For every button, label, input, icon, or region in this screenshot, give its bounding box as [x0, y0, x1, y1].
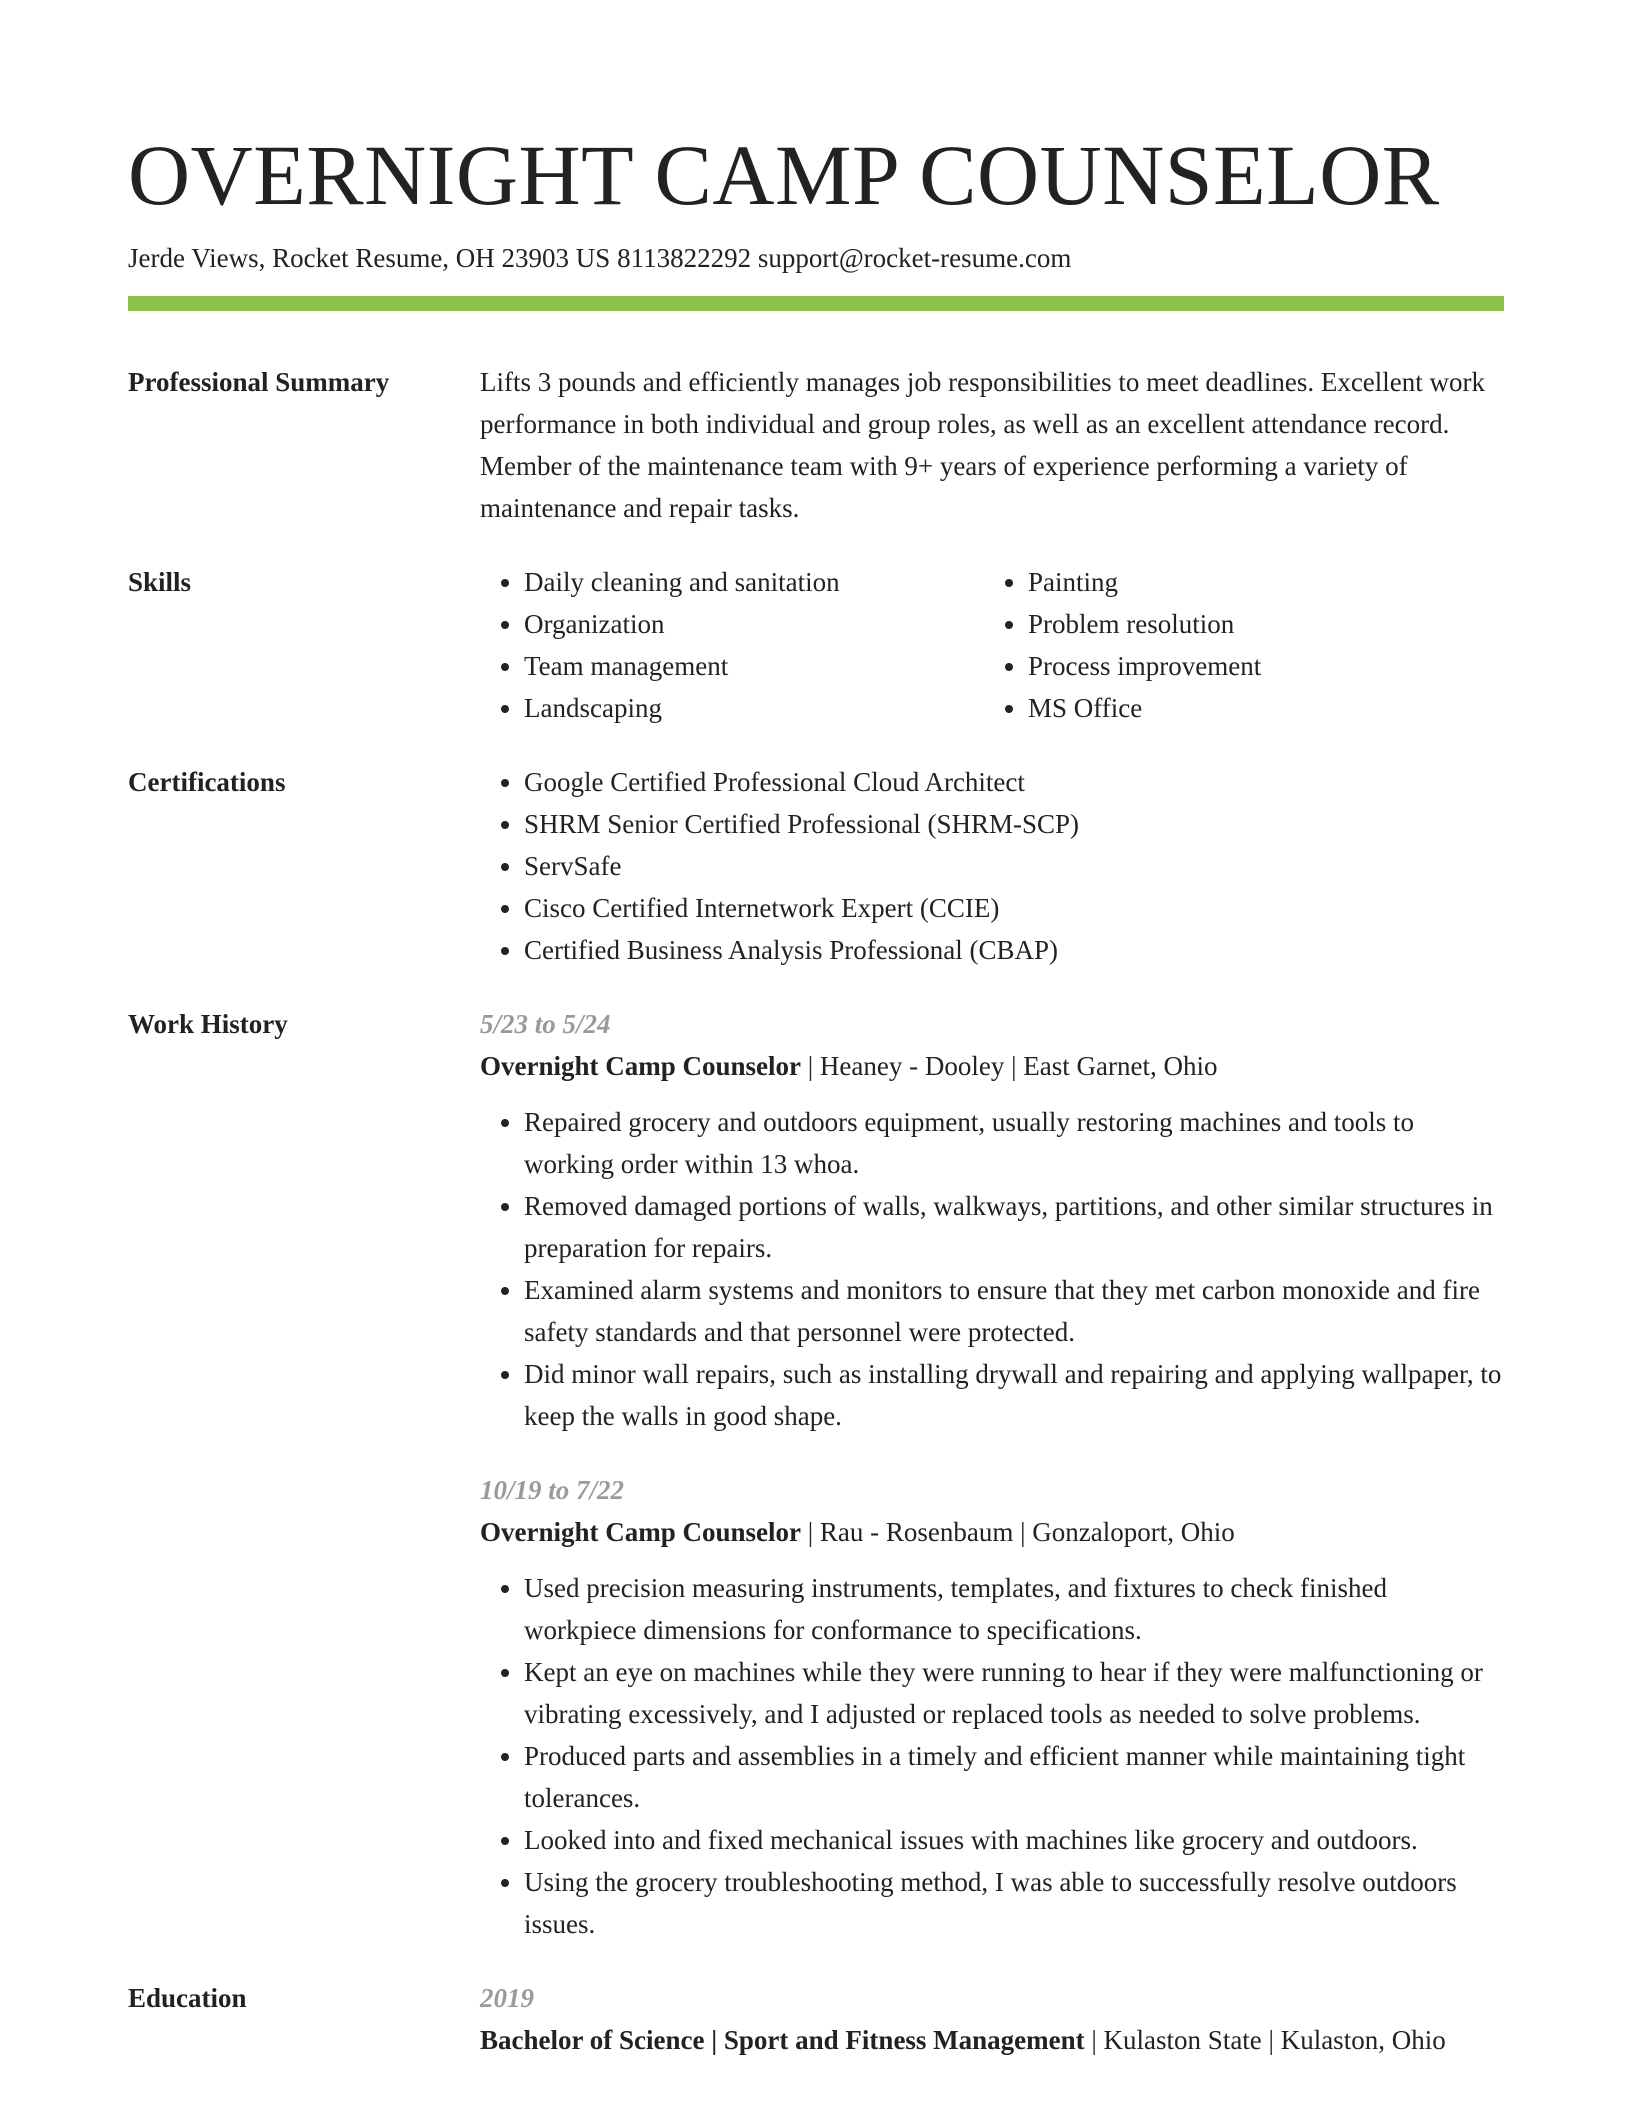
job-bullet: • Looked into and fixed mechanical issues with machines like grocery and outdoors.	[524, 1819, 1504, 1861]
job-title: Overnight Camp Counselor	[480, 1051, 802, 1082]
job-bullet: • Used precision measuring instruments, templates, and fixtures to check finished workpiece dimensions for conformance to specifications.	[524, 1567, 1504, 1651]
certification-item: • Cisco Certified Internetwork Expert (CCIE)	[524, 887, 1504, 929]
accent-divider	[128, 296, 1504, 311]
education-section	[128, 1977, 1504, 2061]
job-bullet: • Kept an eye on machines while they were running to hear if they were malfunctioning or vibrating excessively, and I adjusted or replaced tools as needed to solve problems.	[524, 1651, 1504, 1735]
skill-item: • Process improvement	[1028, 645, 1488, 687]
certification-item: • Certified Business Analysis Professional (CBAP)	[524, 929, 1504, 971]
education-heading	[480, 2019, 1504, 2061]
job-entry	[480, 1469, 1504, 1945]
work-history-section	[128, 1003, 1504, 1945]
certifications-list	[480, 761, 1504, 971]
contact-line: Jerde Views, Rocket Resume, OH 23903 US 8113822292 support@rocket-resume.com	[128, 243, 1072, 273]
skill-item: • Daily cleaning and sanitation	[524, 561, 984, 603]
skills-list-left	[480, 561, 984, 729]
job-bullet: • Examined alarm systems and monitors to ensure that they met carbon monoxide and fire safety standards and that personnel were protected.	[524, 1269, 1504, 1353]
job-heading	[480, 1511, 1504, 1553]
job-bullet: • Using the grocery troubleshooting method, I was able to successfully resolve outdoors issues.	[524, 1861, 1504, 1945]
education-year: 2019	[480, 1983, 534, 2014]
section-label-certifications: Certifications	[128, 767, 286, 798]
job-bullets	[480, 1101, 1504, 1437]
job-dates: 5/23 to 5/24	[480, 1009, 611, 1040]
skill-item: • MS Office	[1028, 687, 1488, 729]
certification-item: • SHRM Senior Certified Professional (SHRM-SCP)	[524, 803, 1504, 845]
job-entry	[480, 1003, 1504, 1437]
job-title: Overnight Camp Counselor	[480, 1517, 802, 1548]
section-label-education: Education	[128, 1983, 247, 2014]
section-label-work-history: Work History	[128, 1009, 288, 1040]
skill-item: • Problem resolution	[1028, 603, 1488, 645]
job-bullet: • Produced parts and assemblies in a timely and efficient manner while maintaining tight tolerances.	[524, 1735, 1504, 1819]
job-bullets	[480, 1567, 1504, 1945]
skill-item: • Organization	[524, 603, 984, 645]
job-bullet: • Repaired grocery and outdoors equipment, usually restoring machines and tools to working order within 13 whoa.	[524, 1101, 1504, 1185]
certification-item: • ServSafe	[524, 845, 1504, 887]
job-dates: 10/19 to 7/22	[480, 1475, 625, 1506]
section-label-skills: Skills	[128, 567, 192, 598]
skills-list-right	[984, 561, 1488, 729]
summary-text: Lifts 3 pounds and efficiently manages job responsibilities to meet deadlines. Excellent work performance in both individual and group roles, as well as an excellent attendance record. Member of the maintenance team with 9+ years of experience performing a variety of maintenance and repair tasks.	[480, 367, 1486, 524]
job-details: | Rau - Rosenbaum | Gonzaloport, Ohio	[801, 1517, 1235, 1548]
job-bullet: • Did minor wall repairs, such as installing drywall and repairing and applying wallpaper, to keep the walls in good shape.	[524, 1353, 1504, 1437]
job-bullet: • Removed damaged portions of walls, walkways, partitions, and other similar structures in preparation for repairs.	[524, 1185, 1504, 1269]
certifications-section	[128, 761, 1504, 971]
skills-section	[128, 561, 1504, 729]
section-label-summary: Professional Summary	[128, 367, 390, 398]
skill-item: • Team management	[524, 645, 984, 687]
education-details: | Kulaston State | Kulaston, Ohio	[1084, 2025, 1446, 2056]
skill-item: • Landscaping	[524, 687, 984, 729]
resume-title: OVERNIGHT CAMP COUNSELOR	[128, 127, 1440, 223]
education-degree: Bachelor of Science | Sport and Fitness Management	[480, 2025, 1085, 2056]
job-heading	[480, 1045, 1504, 1087]
skill-item: • Painting	[1028, 561, 1488, 603]
certification-item: • Google Certified Professional Cloud Architect	[524, 761, 1504, 803]
job-details: | Heaney - Dooley | East Garnet, Ohio	[801, 1051, 1218, 1082]
summary-section	[128, 361, 1504, 529]
